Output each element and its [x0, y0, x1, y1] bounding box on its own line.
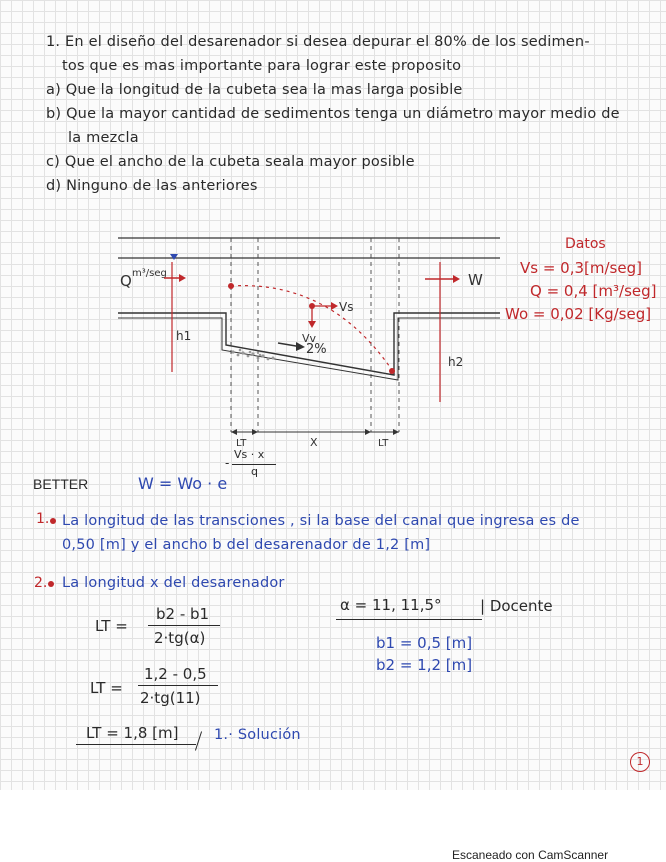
- datos-q: Q = 0,4 [m³/seg]: [530, 282, 657, 300]
- slope-label: 2%: [306, 342, 327, 357]
- question-line-2: tos que es mas importante para lograr este proposito: [62, 58, 462, 74]
- lt-formula-denominator: 2·tg(α): [154, 629, 206, 647]
- b2-value: b2 = 1,2 [m]: [376, 656, 473, 674]
- problem-1-bullet: 1.: [36, 511, 50, 527]
- lt-left-label: LT: [236, 438, 247, 449]
- scanner-watermark: Escaneado con CamScanner: [452, 848, 609, 862]
- datos-wo: Wo = 0,02 [Kg/seg]: [505, 305, 652, 323]
- h2-label: h2: [448, 355, 464, 369]
- exponent-numerator: Vs · x: [234, 448, 265, 461]
- vs-label: Vs: [339, 300, 354, 314]
- lt-right-label: LT: [378, 438, 389, 449]
- dim-arrow: [231, 429, 237, 435]
- lt-sub-bar: [138, 685, 218, 686]
- better-label: BETTER: [33, 476, 89, 492]
- option-c: c) Que el ancho de la cubeta seala mayor posible: [46, 154, 415, 170]
- question-line-1: 1. En el diseño del desarenador si desea depurar el 80% de los sedimen-: [46, 34, 590, 50]
- dim-arrow: [393, 429, 399, 435]
- lt-formula-bar: [148, 625, 220, 626]
- vv-label: Vv: [302, 332, 317, 345]
- solution-label: 1.· Solución: [214, 727, 301, 743]
- problem-2-dot: [48, 581, 54, 587]
- h1-label: h1: [176, 329, 192, 343]
- option-d: d) Ninguno de las anteriores: [46, 178, 258, 194]
- alpha-underline: [336, 619, 482, 620]
- option-b-line-1: b) Que la mayor cantidad de sedimentos tenga un diámetro mayor medio de: [46, 106, 620, 122]
- lt-sub-denominator: 2·tg(11): [140, 689, 201, 707]
- lt-formula-numerator: b2 - b1: [156, 605, 210, 623]
- lt-result-mark: [195, 731, 202, 750]
- dim-arrow: [365, 429, 371, 435]
- lt-formula-lhs: LT =: [95, 617, 128, 635]
- problem-1-line-2: 0,50 [m] y el ancho b del desarenador de 1,2 [m]: [62, 537, 431, 553]
- problem-1-dot: [50, 518, 56, 524]
- exponent-sign: -: [225, 456, 230, 470]
- option-a: a) Que la longitud de la cubeta sea la mas larga posible: [46, 82, 463, 98]
- flow-arrowhead: [179, 274, 186, 282]
- particle-start: [228, 283, 234, 289]
- dim-arrow: [252, 429, 258, 435]
- alpha-value: α = 11, 11,5°: [340, 596, 442, 614]
- lt-sub-numerator: 1,2 - 0,5: [144, 665, 207, 683]
- exponent-denominator: q: [251, 465, 258, 478]
- water-level-marker: [170, 254, 178, 260]
- option-b-line-2: la mezcla: [68, 130, 139, 146]
- problem-1-line-1: La longitud de las transciones , si la base del canal que ingresa es de: [62, 513, 580, 529]
- q-label: Q: [120, 272, 132, 290]
- lt-result-underline: [76, 744, 196, 745]
- formula-w: W = Wo · e: [138, 474, 228, 493]
- vv-arrowhead: [308, 321, 316, 328]
- w-arrowhead: [453, 275, 460, 283]
- problem-2-bullet: 2.: [34, 575, 48, 591]
- x-label: X: [310, 436, 318, 449]
- datos-title: Datos: [565, 236, 606, 252]
- datos-vs: Vs = 0,3[m/seg]: [520, 259, 642, 277]
- lt-sub-lhs: LT =: [90, 679, 123, 697]
- page-number-circle: 1: [630, 752, 650, 772]
- particle-end: [389, 368, 395, 374]
- lt-result: LT = 1,8 [m]: [86, 724, 179, 742]
- b1-value: b1 = 0,5 [m]: [376, 634, 473, 652]
- docente-label: | Docente: [480, 597, 553, 615]
- w-label: W: [468, 271, 483, 289]
- problem-2-text: La longitud x del desarenador: [62, 575, 285, 591]
- vs-arrowhead: [331, 302, 338, 310]
- particle-trajectory: [231, 286, 392, 370]
- q-unit: m³/seg: [132, 268, 167, 279]
